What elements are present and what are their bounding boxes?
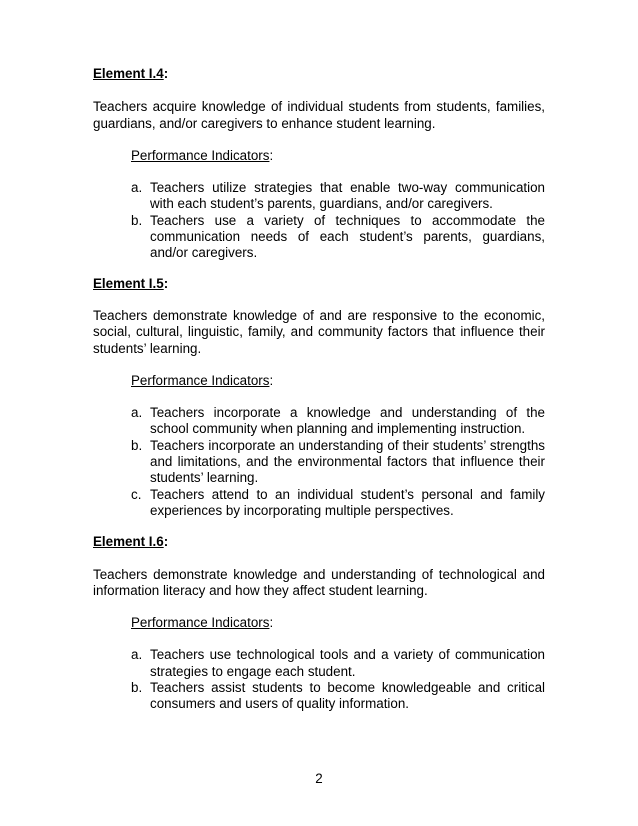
indicator-text: Teachers use technological tools and a variety of communication strategies to engage each student. [150,647,545,679]
indicator-item [93,487,545,520]
page-number: 2 [315,771,323,786]
indicator-marker: b. [131,212,143,228]
element-heading-colon: : [163,275,169,291]
element-description: Teachers demonstrate knowledge and understanding of technological and information literacy and how they affect student learning. [93,566,545,598]
indicator-marker: a. [131,180,143,196]
indicator-marker: a. [131,647,143,663]
element-section-i6 [93,534,545,712]
indicator-item [93,438,545,487]
performance-indicators-text: Performance Indicators [131,372,270,388]
element-heading [93,534,545,550]
indicator-text: Teachers assist students to become knowledgeable and critical consumers and users of quality information. [150,680,545,712]
performance-indicators-colon: : [269,615,274,631]
element-description: Teachers demonstrate knowledge of and are responsive to the economic, social, cultural, linguistic, family, and community factors that influence their students’ learning. [93,307,545,356]
indicator-text: Teachers attend to an individual student’s personal and family experiences by incorporating multiple perspectives. [150,486,545,518]
element-heading-colon: : [163,66,169,81]
element-heading [93,66,545,82]
element-heading-label: Element I.6 [93,534,164,550]
element-section-i4 [93,66,545,262]
indicator-marker: a. [131,405,143,421]
indicator-item [93,647,545,680]
performance-indicators-label [131,615,545,631]
element-description: Teachers acquire knowledge of individual students from students, families, guardians, and/or caregivers to enhance student learning. [93,99,545,131]
performance-indicators-label [131,148,545,164]
element-heading [93,276,545,292]
document-page [93,66,545,713]
performance-indicators-colon: : [269,372,274,388]
element-heading-label: Element I.4 [93,66,164,81]
indicator-marker: b. [131,437,143,453]
indicator-list [93,180,545,261]
element-heading-colon: : [163,534,169,550]
performance-indicators-text: Performance Indicators [131,147,270,163]
performance-indicators-colon: : [269,147,274,163]
indicator-item [93,180,545,213]
indicator-text: Teachers incorporate a knowledge and understanding of the school community when planning and implementing instruction. [150,405,545,437]
indicator-list [93,647,545,712]
indicator-text: Teachers incorporate an understanding of their students’ strengths and limitations, and the environmental factors that influence their students’ learning. [150,437,545,486]
element-heading-label: Element I.5 [93,275,164,291]
indicator-item [93,405,545,438]
performance-indicators-label [131,373,545,389]
performance-indicators-text: Performance Indicators [131,615,270,631]
indicator-item [93,213,545,262]
indicator-text: Teachers utilize strategies that enable two-way communication with each student’s parents, guardians, and/or caregivers. [150,180,545,212]
indicator-item [93,680,545,713]
indicator-marker: c. [131,486,142,502]
indicator-list [93,405,545,519]
indicator-text: Teachers use a variety of techniques to accommodate the communication needs of each student’s parents, guardians, and/or caregivers. [150,212,545,261]
indicator-marker: b. [131,680,143,696]
element-section-i5 [93,276,545,520]
